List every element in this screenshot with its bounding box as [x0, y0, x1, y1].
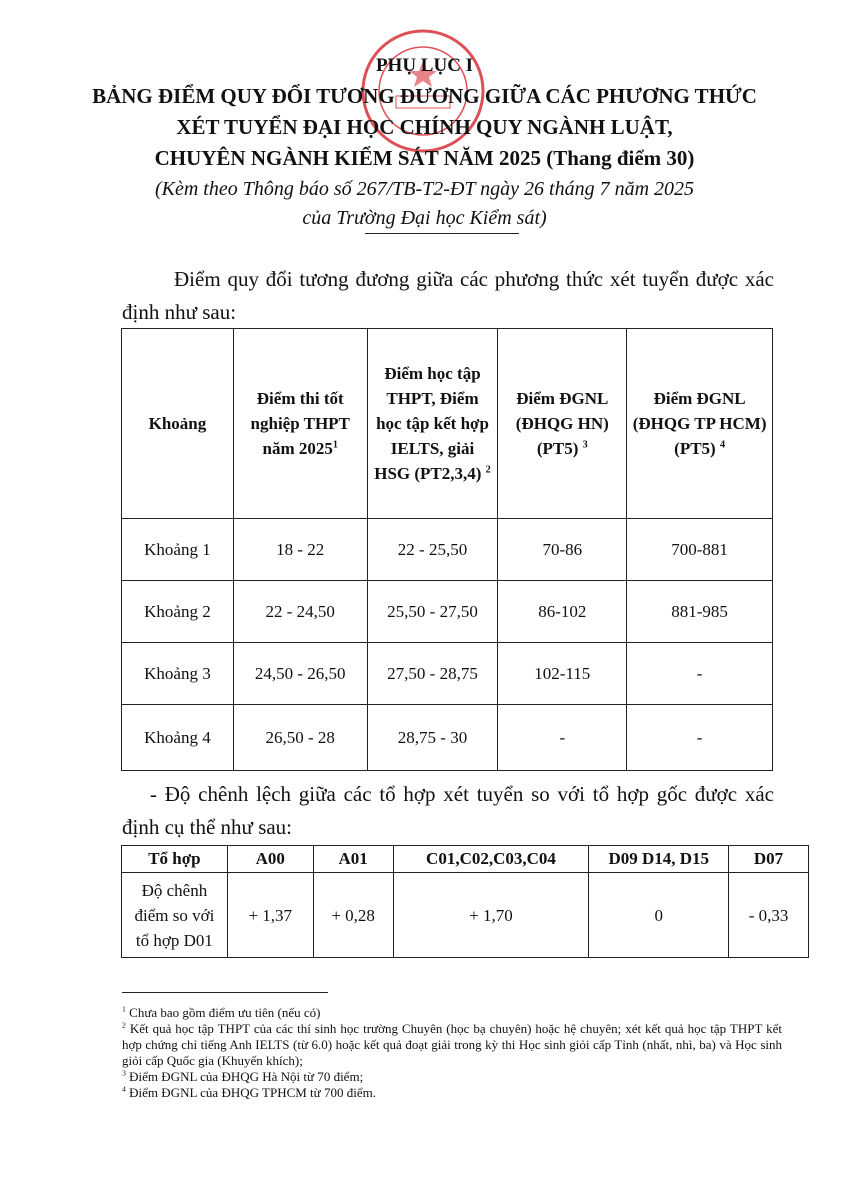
cell-thpt: 22 - 24,50 — [233, 581, 367, 643]
cell-thpt: 18 - 22 — [233, 519, 367, 581]
table-row — [122, 519, 773, 581]
header-d07: D07 — [729, 846, 809, 873]
cell-dgnl-hn: 102-115 — [498, 643, 627, 705]
combination-header-row — [122, 846, 809, 873]
header-a01: A01 — [313, 846, 393, 873]
cell-difference-label: Độ chênh điểm so với tổ hợp D01 — [122, 873, 228, 958]
title-divider — [365, 233, 519, 234]
footnote-4: $^4$ Điểm ĐGNL của ĐHQG TPHCM từ 700 điểm. — [122, 1084, 376, 1100]
table-row — [122, 643, 773, 705]
cell-d07: - 0,33 — [729, 873, 809, 958]
footnote-1: $^1$ Chưa bao gồm điểm ưu tiên (nếu có) — [122, 1004, 321, 1020]
table-row — [122, 705, 773, 771]
footnote-2: $^2$ Kết quả học tập THPT của các thí sinh học trường Chuyên (học bạ chuyên) hoặc hệ chuyên; xét kết quả học tập THPT kết hợp chứng chỉ tiếng Anh IELTS (từ 6.0) hoặc kết quả đoạt giải trong kỳ thi Học sinh giỏi cấp Tỉnh (nhất, nhì, ba) và Học sinh giỏi cấp Quốc gia (Khuyến khích); — [122, 1020, 782, 1068]
combination-difference-table — [121, 845, 809, 958]
header-academic-record: Điểm học tập THPT, Điểm học tập kết hợp IELTS, giải HSG (PT2,3,4) $^2$ — [367, 329, 498, 519]
header-thpt-exam: Điểm thi tốt nghiệp THPT năm 2025$^1$ — [233, 329, 367, 519]
cell-dgnl-hcm: - — [627, 643, 773, 705]
intro-paragraph: Điểm quy đổi tương đương giữa các phương thức xét tuyển được xác định như sau: — [122, 267, 774, 324]
header-a00: A00 — [227, 846, 313, 873]
cell-d-group: 0 — [589, 873, 729, 958]
cell-thpt: 24,50 - 26,50 — [233, 643, 367, 705]
cell-range: Khoảng 1 — [122, 519, 234, 581]
header-c-group: C01,C02,C03,C04 — [393, 846, 589, 873]
document-title-line2: XÉT TUYỂN ĐẠI HỌC CHÍNH QUY NGÀNH LUẬT, — [176, 115, 673, 139]
table-row — [122, 873, 809, 958]
cell-range: Khoảng 2 — [122, 581, 234, 643]
footnote-3: $^3$ Điểm ĐGNL của ĐHQG Hà Nội từ 70 điểm; — [122, 1068, 364, 1084]
header-d-group: D09 D14, D15 — [589, 846, 729, 873]
cell-academic: 28,75 - 30 — [367, 705, 498, 771]
cell-a01: + 0,28 — [313, 873, 393, 958]
cell-dgnl-hn: 86-102 — [498, 581, 627, 643]
cell-range: Khoảng 3 — [122, 643, 234, 705]
conversion-table — [121, 328, 773, 771]
header-dgnl-hcm: Điểm ĐGNL (ĐHQG TP HCM) (PT5) $^4$ — [627, 329, 773, 519]
cell-academic: 27,50 - 28,75 — [367, 643, 498, 705]
cell-dgnl-hn: - — [498, 705, 627, 771]
footnote-divider — [122, 992, 328, 993]
document-title-line1: BẢNG ĐIỂM QUY ĐỔI TƯƠNG ĐƯƠNG GIỮA CÁC PHƯƠNG THỨC — [92, 84, 757, 108]
cell-a00: + 1,37 — [227, 873, 313, 958]
cell-dgnl-hcm: 881-985 — [627, 581, 773, 643]
cell-thpt: 26,50 - 28 — [233, 705, 367, 771]
difference-paragraph: - Độ chênh lệch giữa các tổ hợp xét tuyển so với tổ hợp gốc được xác định cụ thể như sau: — [122, 782, 774, 839]
cell-dgnl-hn: 70-86 — [498, 519, 627, 581]
header-combination: Tổ hợp — [122, 846, 228, 873]
header-dgnl-hanoi: Điểm ĐGNL (ĐHQG HN) (PT5) $^3$ — [498, 329, 627, 519]
cell-range: Khoảng 4 — [122, 705, 234, 771]
header-range: Khoảng — [122, 329, 234, 519]
appendix-title: PHỤ LỤC I — [375, 55, 474, 76]
reference-line1: (Kèm theo Thông báo số 267/TB-T2-ĐT ngày 26 tháng 7 năm 2025 — [154, 178, 695, 200]
table-row — [122, 581, 773, 643]
cell-dgnl-hcm: - — [627, 705, 773, 771]
cell-academic: 25,50 - 27,50 — [367, 581, 498, 643]
document-title-line3: CHUYÊN NGÀNH KIỂM SÁT NĂM 2025 (Thang điểm 30) — [154, 146, 695, 170]
cell-academic: 22 - 25,50 — [367, 519, 498, 581]
cell-dgnl-hcm: 700-881 — [627, 519, 773, 581]
conversion-table-header-row — [122, 329, 773, 519]
reference-line2: của Trường Đại học Kiểm sát) — [302, 207, 547, 229]
cell-c-group: + 1,70 — [393, 873, 589, 958]
